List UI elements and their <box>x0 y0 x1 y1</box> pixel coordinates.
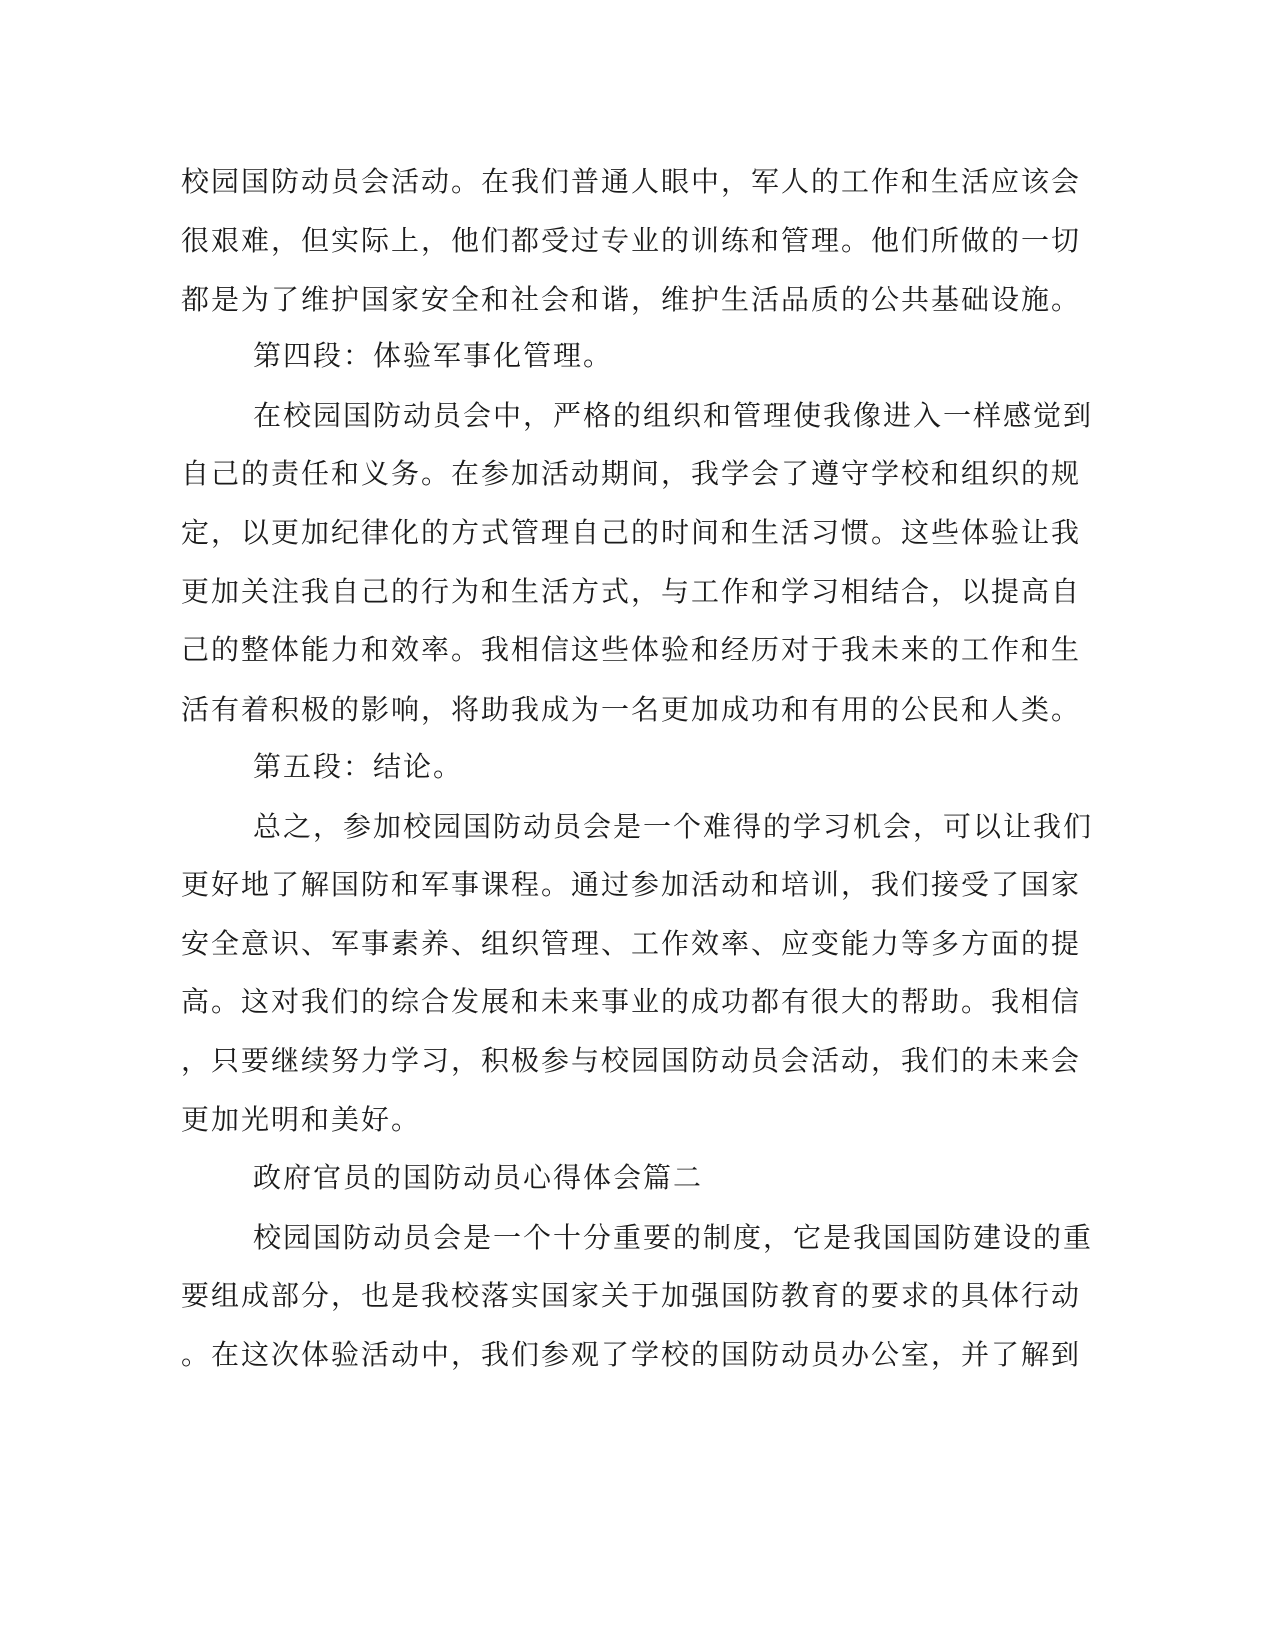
text-line <box>0 562 1275 622</box>
text-line <box>0 1266 1275 1326</box>
line-text: 活有着积极的影响，将助我成为一名更加成功和有用的公民和人类。 <box>181 693 1082 726</box>
line-text: 都是为了维护国家安全和社会和谐，维护生活品质的公共基础设施。 <box>181 283 1082 316</box>
text-line <box>0 972 1275 1032</box>
section-heading <box>0 737 1275 797</box>
line-text: 第四段：体验军事化管理。 <box>253 339 614 372</box>
line-text: 更加关注我自己的行为和生活方式，与工作和学习相结合，以提高自 <box>181 575 1082 608</box>
line-text: 更加光明和美好。 <box>181 1103 422 1136</box>
line-text: 校园国防动员会活动。在我们普通人眼中，军人的工作和生活应该会 <box>181 165 1082 198</box>
line-text: 要组成部分，也是我校落实国家关于加强国防教育的要求的具体行动 <box>181 1279 1082 1312</box>
line-text: 。在这次体验活动中，我们参观了学校的国防动员办公室，并了解到 <box>181 1338 1082 1371</box>
line-text: 自己的责任和义务。在参加活动期间，我学会了遵守学校和组织的规 <box>181 457 1082 490</box>
text-line <box>0 503 1275 563</box>
text-line <box>0 1090 1275 1150</box>
text-line <box>0 444 1275 504</box>
line-text: 第五段：结论。 <box>253 750 464 783</box>
line-text: 更好地了解国防和军事课程。通过参加活动和培训，我们接受了国家 <box>181 868 1082 901</box>
text-line <box>0 1031 1275 1091</box>
text-line <box>0 211 1275 271</box>
line-text: 政府官员的国防动员心得体会篇二 <box>253 1161 704 1194</box>
line-text: 很艰难，但实际上，他们都受过专业的训练和管理。他们所做的一切 <box>181 224 1082 257</box>
section-heading <box>0 326 1275 386</box>
text-line <box>0 1208 1275 1268</box>
text-line <box>0 797 1275 857</box>
line-text: 己的整体能力和效率。我相信这些体验和经历对于我未来的工作和生 <box>181 633 1082 666</box>
line-text: 高。这对我们的综合发展和未来事业的成功都有很大的帮助。我相信 <box>181 985 1082 1018</box>
text-line <box>0 620 1275 680</box>
text-line <box>0 386 1275 446</box>
text-line <box>0 855 1275 915</box>
line-text: ，只要继续努力学习，积极参与校园国防动员会活动，我们的未来会 <box>181 1044 1082 1077</box>
line-text: 安全意识、军事素养、组织管理、工作效率、应变能力等多方面的提 <box>181 927 1082 960</box>
text-line <box>0 680 1275 740</box>
article-title <box>0 1148 1275 1208</box>
text-line <box>0 914 1275 974</box>
line-text: 在校园国防动员会中，严格的组织和管理使我像进入一样感觉到 <box>253 399 1094 432</box>
text-line <box>0 1325 1275 1385</box>
text-line <box>0 152 1275 212</box>
line-text: 校园国防动员会是一个十分重要的制度，它是我国国防建设的重 <box>253 1221 1094 1254</box>
line-text: 总之，参加校园国防动员会是一个难得的学习机会，可以让我们 <box>253 810 1094 843</box>
line-text: 定，以更加纪律化的方式管理自己的时间和生活习惯。这些体验让我 <box>181 516 1082 549</box>
text-line <box>0 270 1275 330</box>
